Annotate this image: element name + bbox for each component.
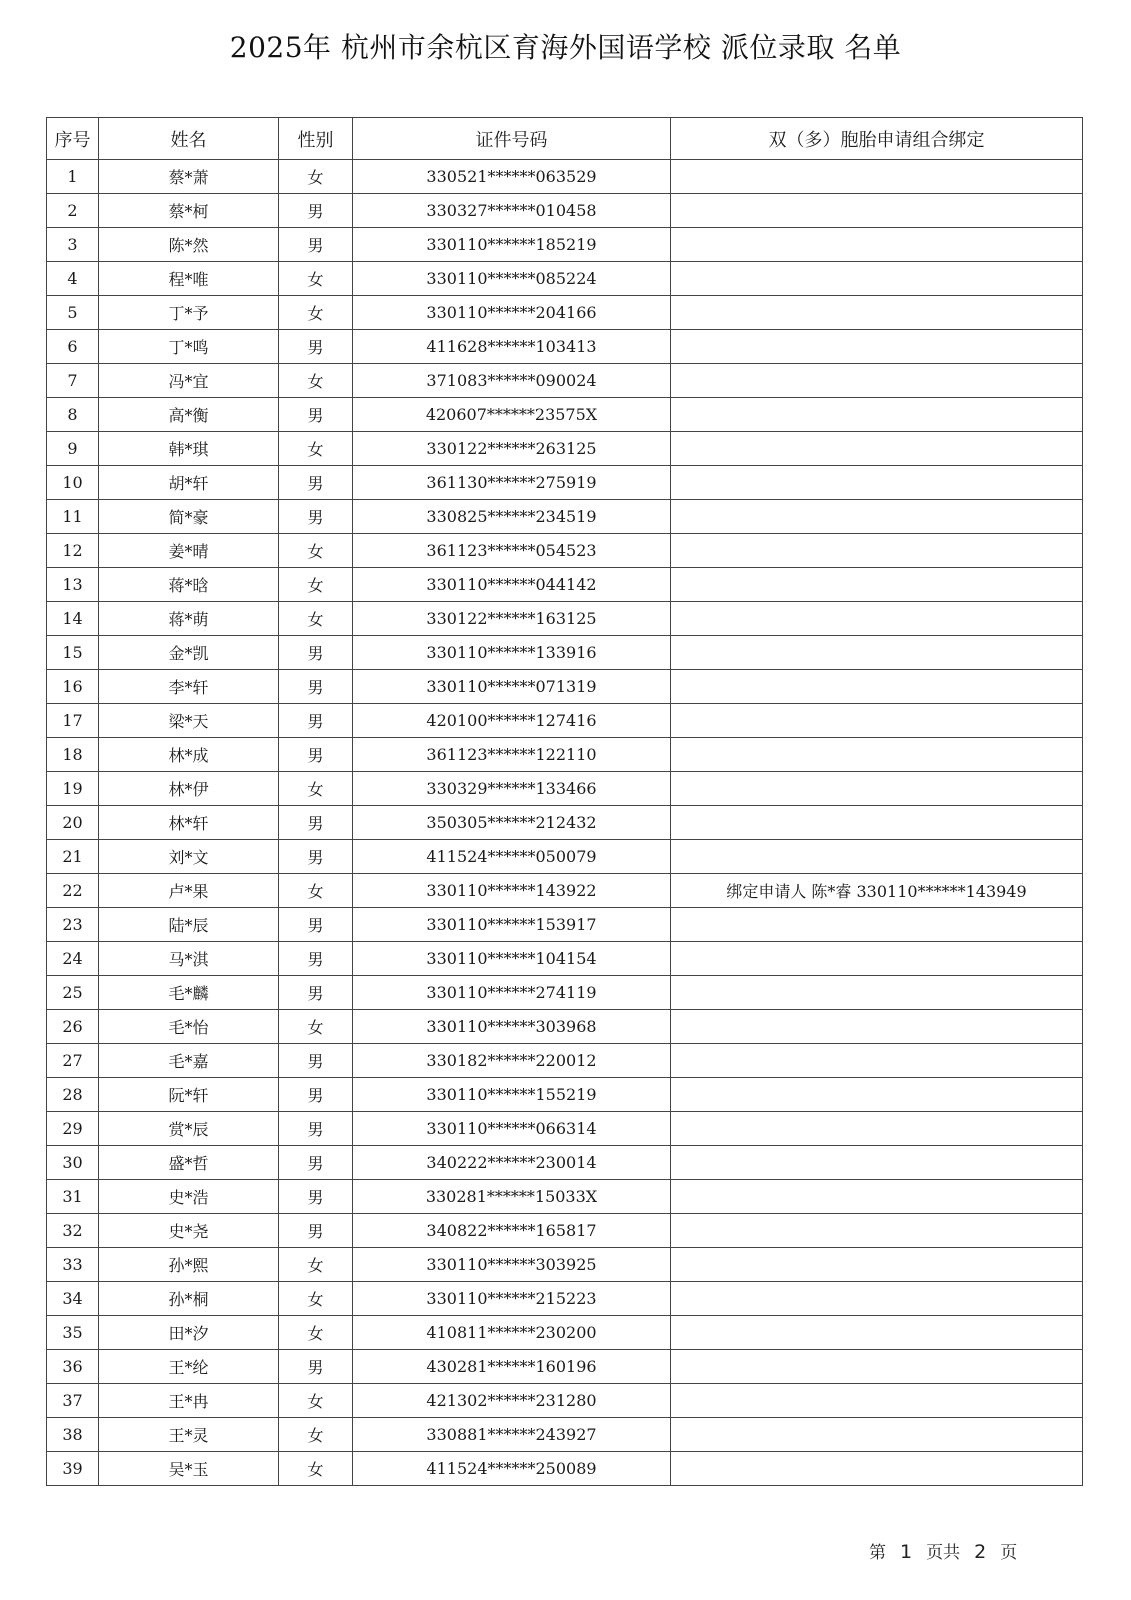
- table-header-row: [47, 118, 1083, 160]
- cell-twin-binding: 绑定申请人 陈*睿 330110******143949: [671, 874, 1083, 908]
- cell-name: 孙*桐: [99, 1282, 279, 1316]
- table-body: [47, 160, 1083, 1486]
- cell-twin-binding: [671, 1452, 1083, 1486]
- cell-twin-binding: [671, 364, 1083, 398]
- cell-seq: 15: [47, 636, 99, 670]
- cell-id-number: 350305******212432: [353, 806, 671, 840]
- cell-id-number: 420607******23575X: [353, 398, 671, 432]
- cell-id-number: 361123******122110: [353, 738, 671, 772]
- cell-twin-binding: [671, 568, 1083, 602]
- table-row: [47, 602, 1083, 636]
- cell-id-number: 330122******263125: [353, 432, 671, 466]
- cell-name: 林*轩: [99, 806, 279, 840]
- table-row: [47, 1044, 1083, 1078]
- table-row: [47, 500, 1083, 534]
- table-row: [47, 704, 1083, 738]
- cell-seq: 11: [47, 500, 99, 534]
- page-indicator: [869, 1538, 1017, 1563]
- cell-twin-binding: [671, 1146, 1083, 1180]
- cell-seq: 18: [47, 738, 99, 772]
- cell-twin-binding: [671, 1282, 1083, 1316]
- cell-gender: 男: [279, 636, 353, 670]
- table-row: [47, 1248, 1083, 1282]
- cell-twin-binding: [671, 806, 1083, 840]
- table-row: [47, 534, 1083, 568]
- table-row: [47, 636, 1083, 670]
- cell-twin-binding: [671, 670, 1083, 704]
- total-pages-number: 2: [974, 1541, 987, 1563]
- cell-seq: 4: [47, 262, 99, 296]
- table-row: [47, 568, 1083, 602]
- table-row: [47, 1010, 1083, 1044]
- cell-seq: 34: [47, 1282, 99, 1316]
- cell-id-number: 410811******230200: [353, 1316, 671, 1350]
- cell-name: 卢*果: [99, 874, 279, 908]
- table-row: [47, 364, 1083, 398]
- cell-twin-binding: [671, 1112, 1083, 1146]
- table-row: [47, 942, 1083, 976]
- cell-seq: 13: [47, 568, 99, 602]
- cell-seq: 30: [47, 1146, 99, 1180]
- cell-id-number: 330110******155219: [353, 1078, 671, 1112]
- cell-gender: 女: [279, 874, 353, 908]
- cell-twin-binding: [671, 1248, 1083, 1282]
- cell-name: 蔡*柯: [99, 194, 279, 228]
- cell-seq: 25: [47, 976, 99, 1010]
- cell-name: 王*纶: [99, 1350, 279, 1384]
- cell-twin-binding: [671, 1078, 1083, 1112]
- cell-name: 刘*文: [99, 840, 279, 874]
- cell-seq: 17: [47, 704, 99, 738]
- cell-id-number: 420100******127416: [353, 704, 671, 738]
- cell-name: 毛*怡: [99, 1010, 279, 1044]
- cell-id-number: 411524******250089: [353, 1452, 671, 1486]
- cell-gender: 女: [279, 772, 353, 806]
- cell-name: 陈*然: [99, 228, 279, 262]
- cell-seq: 24: [47, 942, 99, 976]
- cell-twin-binding: [671, 1044, 1083, 1078]
- table-row: [47, 1078, 1083, 1112]
- cell-name: 王*冉: [99, 1384, 279, 1418]
- cell-twin-binding: [671, 296, 1083, 330]
- cell-name: 史*尧: [99, 1214, 279, 1248]
- cell-gender: 女: [279, 160, 353, 194]
- cell-id-number: 330110******133916: [353, 636, 671, 670]
- cell-id-number: 330110******143922: [353, 874, 671, 908]
- cell-twin-binding: [671, 908, 1083, 942]
- cell-twin-binding: [671, 1350, 1083, 1384]
- header-id-number: 证件号码: [353, 118, 671, 160]
- cell-gender: 女: [279, 1010, 353, 1044]
- cell-gender: 男: [279, 738, 353, 772]
- cell-id-number: 361123******054523: [353, 534, 671, 568]
- cell-twin-binding: [671, 840, 1083, 874]
- cell-id-number: 330327******010458: [353, 194, 671, 228]
- cell-gender: 男: [279, 228, 353, 262]
- cell-name: 毛*嘉: [99, 1044, 279, 1078]
- cell-gender: 男: [279, 330, 353, 364]
- cell-gender: 男: [279, 500, 353, 534]
- cell-name: 毛*麟: [99, 976, 279, 1010]
- cell-twin-binding: [671, 330, 1083, 364]
- cell-twin-binding: [671, 194, 1083, 228]
- cell-twin-binding: [671, 772, 1083, 806]
- cell-seq: 12: [47, 534, 99, 568]
- table-row: [47, 1418, 1083, 1452]
- table-row: [47, 194, 1083, 228]
- cell-gender: 男: [279, 466, 353, 500]
- cell-name: 林*伊: [99, 772, 279, 806]
- table-row: [47, 228, 1083, 262]
- cell-gender: 男: [279, 806, 353, 840]
- cell-gender: 男: [279, 1112, 353, 1146]
- table-row: [47, 296, 1083, 330]
- cell-name: 蔡*萧: [99, 160, 279, 194]
- page-prefix: 第: [869, 1543, 886, 1563]
- cell-gender: 男: [279, 976, 353, 1010]
- table-row: [47, 806, 1083, 840]
- cell-twin-binding: [671, 228, 1083, 262]
- admission-table: [46, 117, 1083, 1486]
- cell-name: 冯*宜: [99, 364, 279, 398]
- cell-name: 盛*哲: [99, 1146, 279, 1180]
- table-row: [47, 874, 1083, 908]
- cell-seq: 2: [47, 194, 99, 228]
- cell-id-number: 411628******103413: [353, 330, 671, 364]
- cell-seq: 10: [47, 466, 99, 500]
- cell-gender: 男: [279, 398, 353, 432]
- cell-seq: 20: [47, 806, 99, 840]
- cell-seq: 39: [47, 1452, 99, 1486]
- cell-gender: 男: [279, 908, 353, 942]
- cell-name: 王*灵: [99, 1418, 279, 1452]
- document-title: 2025年 杭州市余杭区育海外国语学校 派位录取 名单: [229, 31, 902, 64]
- cell-seq: 37: [47, 1384, 99, 1418]
- cell-seq: 38: [47, 1418, 99, 1452]
- cell-gender: 男: [279, 1350, 353, 1384]
- table-row: [47, 466, 1083, 500]
- cell-id-number: 330329******133466: [353, 772, 671, 806]
- cell-gender: 男: [279, 1214, 353, 1248]
- table-row: [47, 330, 1083, 364]
- cell-name: 韩*琪: [99, 432, 279, 466]
- table-row: [47, 908, 1083, 942]
- cell-gender: 女: [279, 602, 353, 636]
- cell-seq: 28: [47, 1078, 99, 1112]
- header-gender: 性别: [279, 118, 353, 160]
- cell-name: 金*凯: [99, 636, 279, 670]
- cell-seq: 19: [47, 772, 99, 806]
- cell-name: 吴*玉: [99, 1452, 279, 1486]
- cell-seq: 5: [47, 296, 99, 330]
- header-name: 姓名: [99, 118, 279, 160]
- table-row: [47, 1316, 1083, 1350]
- cell-gender: 女: [279, 1248, 353, 1282]
- cell-gender: 男: [279, 840, 353, 874]
- cell-id-number: 411524******050079: [353, 840, 671, 874]
- cell-name: 简*豪: [99, 500, 279, 534]
- table-row: [47, 432, 1083, 466]
- cell-id-number: 340822******165817: [353, 1214, 671, 1248]
- cell-twin-binding: [671, 1180, 1083, 1214]
- cell-seq: 36: [47, 1350, 99, 1384]
- cell-gender: 男: [279, 1146, 353, 1180]
- cell-seq: 31: [47, 1180, 99, 1214]
- cell-seq: 9: [47, 432, 99, 466]
- cell-twin-binding: [671, 1214, 1083, 1248]
- cell-id-number: 371083******090024: [353, 364, 671, 398]
- table-row: [47, 976, 1083, 1010]
- cell-name: 赏*辰: [99, 1112, 279, 1146]
- table-row: [47, 1146, 1083, 1180]
- cell-gender: 男: [279, 942, 353, 976]
- page-middle: 页共: [926, 1543, 961, 1563]
- cell-gender: 女: [279, 296, 353, 330]
- cell-gender: 女: [279, 1384, 353, 1418]
- cell-twin-binding: [671, 1316, 1083, 1350]
- cell-seq: 21: [47, 840, 99, 874]
- cell-name: 林*成: [99, 738, 279, 772]
- cell-id-number: 330110******153917: [353, 908, 671, 942]
- table-row: [47, 262, 1083, 296]
- header-twin-binding: 双（多）胞胎申请组合绑定: [671, 118, 1083, 160]
- cell-name: 蒋*萌: [99, 602, 279, 636]
- cell-twin-binding: [671, 398, 1083, 432]
- cell-id-number: 330110******071319: [353, 670, 671, 704]
- cell-twin-binding: [671, 262, 1083, 296]
- table-row: [47, 1350, 1083, 1384]
- current-page-number: 1: [900, 1541, 913, 1563]
- cell-gender: 女: [279, 432, 353, 466]
- cell-name: 丁*予: [99, 296, 279, 330]
- cell-gender: 女: [279, 1282, 353, 1316]
- cell-seq: 1: [47, 160, 99, 194]
- table-row: [47, 1180, 1083, 1214]
- cell-id-number: 330110******185219: [353, 228, 671, 262]
- cell-name: 陆*辰: [99, 908, 279, 942]
- table-row: [47, 1282, 1083, 1316]
- cell-id-number: 330110******044142: [353, 568, 671, 602]
- cell-twin-binding: [671, 704, 1083, 738]
- cell-gender: 女: [279, 568, 353, 602]
- cell-id-number: 330521******063529: [353, 160, 671, 194]
- cell-name: 阮*轩: [99, 1078, 279, 1112]
- cell-id-number: 330110******274119: [353, 976, 671, 1010]
- cell-seq: 23: [47, 908, 99, 942]
- table-row: [47, 1112, 1083, 1146]
- cell-id-number: 361130******275919: [353, 466, 671, 500]
- cell-seq: 16: [47, 670, 99, 704]
- cell-twin-binding: [671, 976, 1083, 1010]
- cell-name: 丁*鸣: [99, 330, 279, 364]
- cell-id-number: 330110******066314: [353, 1112, 671, 1146]
- cell-twin-binding: [671, 636, 1083, 670]
- page-suffix: 页: [1000, 1543, 1018, 1563]
- cell-seq: 3: [47, 228, 99, 262]
- cell-gender: 女: [279, 1316, 353, 1350]
- cell-name: 姜*晴: [99, 534, 279, 568]
- cell-name: 孙*熙: [99, 1248, 279, 1282]
- cell-name: 史*浩: [99, 1180, 279, 1214]
- cell-seq: 14: [47, 602, 99, 636]
- cell-id-number: 330881******243927: [353, 1418, 671, 1452]
- cell-id-number: 330110******303968: [353, 1010, 671, 1044]
- cell-gender: 男: [279, 704, 353, 738]
- cell-name: 田*汐: [99, 1316, 279, 1350]
- table-row: [47, 1452, 1083, 1486]
- table-row: [47, 772, 1083, 806]
- cell-seq: 7: [47, 364, 99, 398]
- cell-twin-binding: [671, 942, 1083, 976]
- cell-name: 梁*天: [99, 704, 279, 738]
- cell-gender: 男: [279, 670, 353, 704]
- cell-name: 李*轩: [99, 670, 279, 704]
- cell-gender: 女: [279, 364, 353, 398]
- cell-name: 蒋*晗: [99, 568, 279, 602]
- cell-seq: 29: [47, 1112, 99, 1146]
- table-row: [47, 1384, 1083, 1418]
- cell-gender: 男: [279, 1044, 353, 1078]
- cell-name: 高*衡: [99, 398, 279, 432]
- cell-twin-binding: [671, 160, 1083, 194]
- table-row: [47, 738, 1083, 772]
- cell-twin-binding: [671, 738, 1083, 772]
- cell-id-number: 330110******215223: [353, 1282, 671, 1316]
- cell-seq: 35: [47, 1316, 99, 1350]
- header-seq: 序号: [47, 118, 99, 160]
- cell-twin-binding: [671, 432, 1083, 466]
- cell-id-number: 330825******234519: [353, 500, 671, 534]
- cell-id-number: 330110******104154: [353, 942, 671, 976]
- table-row: [47, 1214, 1083, 1248]
- cell-gender: 男: [279, 194, 353, 228]
- table-row: [47, 160, 1083, 194]
- cell-name: 程*唯: [99, 262, 279, 296]
- cell-id-number: 340222******230014: [353, 1146, 671, 1180]
- cell-twin-binding: [671, 534, 1083, 568]
- cell-id-number: 421302******231280: [353, 1384, 671, 1418]
- cell-seq: 32: [47, 1214, 99, 1248]
- cell-seq: 6: [47, 330, 99, 364]
- cell-twin-binding: [671, 602, 1083, 636]
- cell-seq: 27: [47, 1044, 99, 1078]
- table-row: [47, 670, 1083, 704]
- cell-twin-binding: [671, 466, 1083, 500]
- table-row: [47, 840, 1083, 874]
- cell-name: 胡*轩: [99, 466, 279, 500]
- cell-id-number: 330182******220012: [353, 1044, 671, 1078]
- cell-gender: 男: [279, 1078, 353, 1112]
- cell-gender: 女: [279, 1418, 353, 1452]
- cell-gender: 女: [279, 534, 353, 568]
- cell-id-number: 330110******303925: [353, 1248, 671, 1282]
- cell-twin-binding: [671, 1010, 1083, 1044]
- cell-seq: 8: [47, 398, 99, 432]
- cell-twin-binding: [671, 1384, 1083, 1418]
- cell-id-number: 430281******160196: [353, 1350, 671, 1384]
- cell-gender: 女: [279, 1452, 353, 1486]
- cell-seq: 22: [47, 874, 99, 908]
- cell-id-number: 330122******163125: [353, 602, 671, 636]
- cell-id-number: 330281******15033X: [353, 1180, 671, 1214]
- cell-id-number: 330110******085224: [353, 262, 671, 296]
- cell-seq: 33: [47, 1248, 99, 1282]
- cell-seq: 26: [47, 1010, 99, 1044]
- cell-gender: 女: [279, 262, 353, 296]
- table-row: [47, 398, 1083, 432]
- cell-id-number: 330110******204166: [353, 296, 671, 330]
- cell-gender: 男: [279, 1180, 353, 1214]
- cell-name: 马*淇: [99, 942, 279, 976]
- cell-twin-binding: [671, 1418, 1083, 1452]
- cell-twin-binding: [671, 500, 1083, 534]
